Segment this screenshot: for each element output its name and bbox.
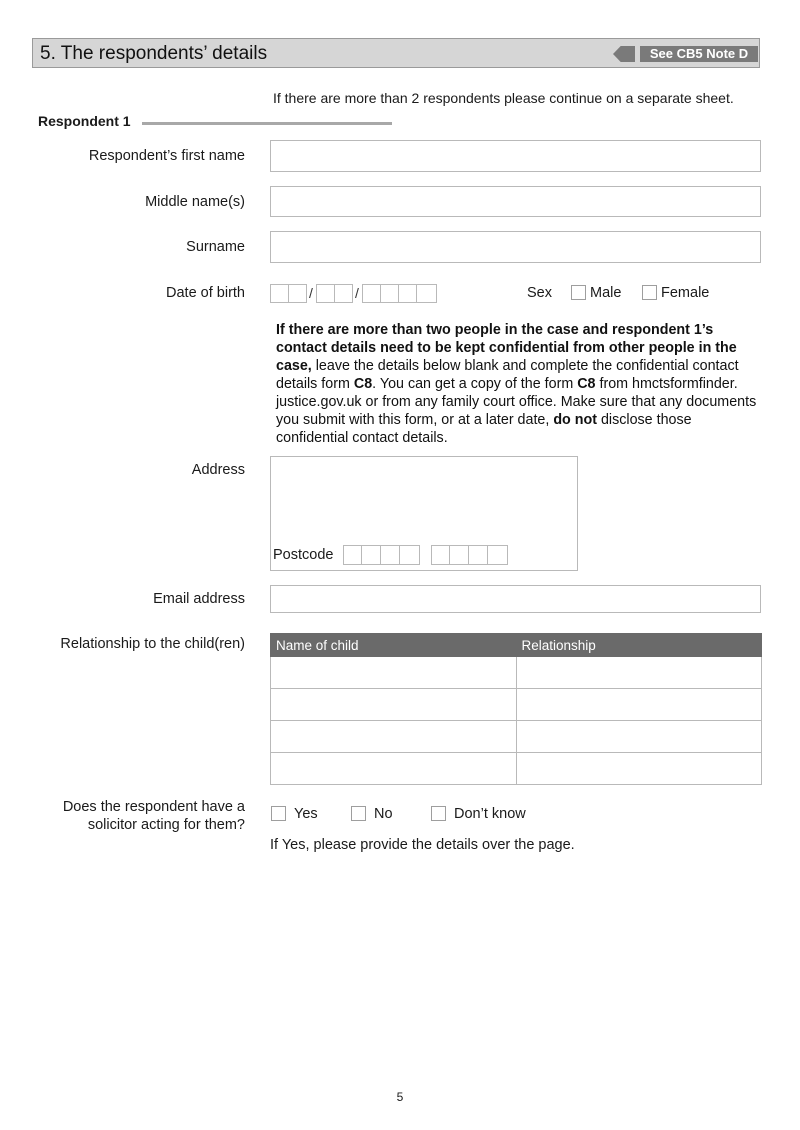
solicitor-dont-know-checkbox[interactable] bbox=[431, 806, 446, 821]
section-title: 5. The respondents’ details bbox=[40, 43, 268, 64]
column-header-child-name: Name of child bbox=[271, 634, 517, 657]
note-arrow-icon bbox=[613, 46, 635, 62]
do-not-emphasis: do not bbox=[553, 412, 597, 428]
dob-day-digit-2[interactable] bbox=[288, 284, 307, 303]
yes-label: Yes bbox=[294, 806, 318, 822]
confidentiality-text: . You can get a copy of the form bbox=[372, 376, 578, 392]
relationship-table bbox=[270, 633, 762, 785]
dob-label: Date of birth bbox=[166, 285, 245, 301]
no-label: No bbox=[374, 806, 393, 822]
surname-label: Surname bbox=[186, 239, 245, 255]
dob-month-digit-2[interactable] bbox=[334, 284, 353, 303]
dob-month-digit-1[interactable] bbox=[316, 284, 335, 303]
solicitor-no-checkbox[interactable] bbox=[351, 806, 366, 821]
table-header-row bbox=[271, 634, 762, 657]
page-number: 5 bbox=[396, 1090, 404, 1104]
male-checkbox[interactable] bbox=[571, 285, 586, 300]
postcode-char[interactable] bbox=[399, 545, 420, 565]
dob-separator: / bbox=[355, 285, 359, 301]
dob-year-digit-2[interactable] bbox=[380, 284, 399, 303]
middle-name-field[interactable] bbox=[270, 186, 761, 217]
relationship-cell[interactable] bbox=[516, 753, 762, 785]
dob-day-digit-1[interactable] bbox=[270, 284, 289, 303]
table-row bbox=[271, 657, 762, 689]
respondent-heading: Respondent 1 bbox=[38, 113, 131, 129]
child-name-cell[interactable] bbox=[271, 657, 517, 689]
postcode-char[interactable] bbox=[380, 545, 400, 565]
solicitor-yes-checkbox[interactable] bbox=[271, 806, 286, 821]
confidentiality-note bbox=[276, 321, 758, 447]
table-row bbox=[271, 721, 762, 753]
postcode-char[interactable] bbox=[361, 545, 381, 565]
postcode-char[interactable] bbox=[431, 545, 450, 565]
postcode-char[interactable] bbox=[468, 545, 488, 565]
confidentiality-text: leave the details below blank and complete the confidential contact details form bbox=[276, 358, 739, 392]
relationship-cell[interactable] bbox=[516, 657, 762, 689]
middle-name-label: Middle name(s) bbox=[145, 194, 245, 210]
first-name-field[interactable] bbox=[270, 140, 761, 172]
dob-year-digit-1[interactable] bbox=[362, 284, 381, 303]
table-row bbox=[271, 689, 762, 721]
female-checkbox[interactable] bbox=[642, 285, 657, 300]
confidentiality-intro: If there are more than two people in the case and respondent 1’s contact details need to be kept confidential from other people in the case, bbox=[276, 322, 737, 374]
confidentiality-text: disclose those confidential contact details. bbox=[276, 412, 692, 446]
table-row bbox=[271, 753, 762, 785]
heading-divider bbox=[142, 122, 392, 125]
confidentiality-text: from hmctsformfinder. justice.gov.uk or from any family court office. Make sure that any documents you submit with this form, or at a later date, bbox=[276, 376, 757, 428]
guidance-note-link[interactable]: See CB5 Note D bbox=[640, 46, 758, 62]
solicitor-question-line: Does the respondent have a bbox=[62, 799, 245, 815]
relationship-label: Relationship to the child(ren) bbox=[60, 636, 245, 652]
solicitor-note: If Yes, please provide the details over the page. bbox=[270, 837, 575, 853]
dob-separator: / bbox=[309, 285, 313, 301]
dont-know-label: Don’t know bbox=[454, 806, 526, 822]
child-name-cell[interactable] bbox=[271, 721, 517, 753]
postcode-char[interactable] bbox=[343, 545, 362, 565]
column-header-relationship: Relationship bbox=[516, 634, 762, 657]
dob-year-digit-4[interactable] bbox=[416, 284, 437, 303]
form-reference: C8 bbox=[353, 376, 373, 392]
postcode-label: Postcode bbox=[273, 547, 334, 563]
email-label: Email address bbox=[153, 591, 245, 607]
dob-year-digit-3[interactable] bbox=[398, 284, 417, 303]
postcode-char[interactable] bbox=[449, 545, 469, 565]
postcode-char[interactable] bbox=[487, 545, 508, 565]
female-label: Female bbox=[661, 285, 710, 301]
surname-field[interactable] bbox=[270, 231, 761, 263]
child-name-cell[interactable] bbox=[271, 689, 517, 721]
solicitor-question-line: solicitor acting for them? bbox=[87, 817, 245, 833]
first-name-label: Respondent’s first name bbox=[88, 148, 245, 164]
form-reference: C8 bbox=[577, 376, 596, 392]
section-header bbox=[32, 38, 760, 68]
instruction-text: If there are more than 2 respondents please continue on a separate sheet. bbox=[273, 90, 734, 106]
relationship-cell[interactable] bbox=[516, 721, 762, 753]
male-label: Male bbox=[590, 285, 622, 301]
child-name-cell[interactable] bbox=[271, 753, 517, 785]
address-label: Address bbox=[191, 462, 245, 478]
email-field[interactable] bbox=[270, 585, 761, 613]
solicitor-question bbox=[63, 798, 245, 834]
sex-label: Sex bbox=[527, 285, 552, 301]
relationship-cell[interactable] bbox=[516, 689, 762, 721]
